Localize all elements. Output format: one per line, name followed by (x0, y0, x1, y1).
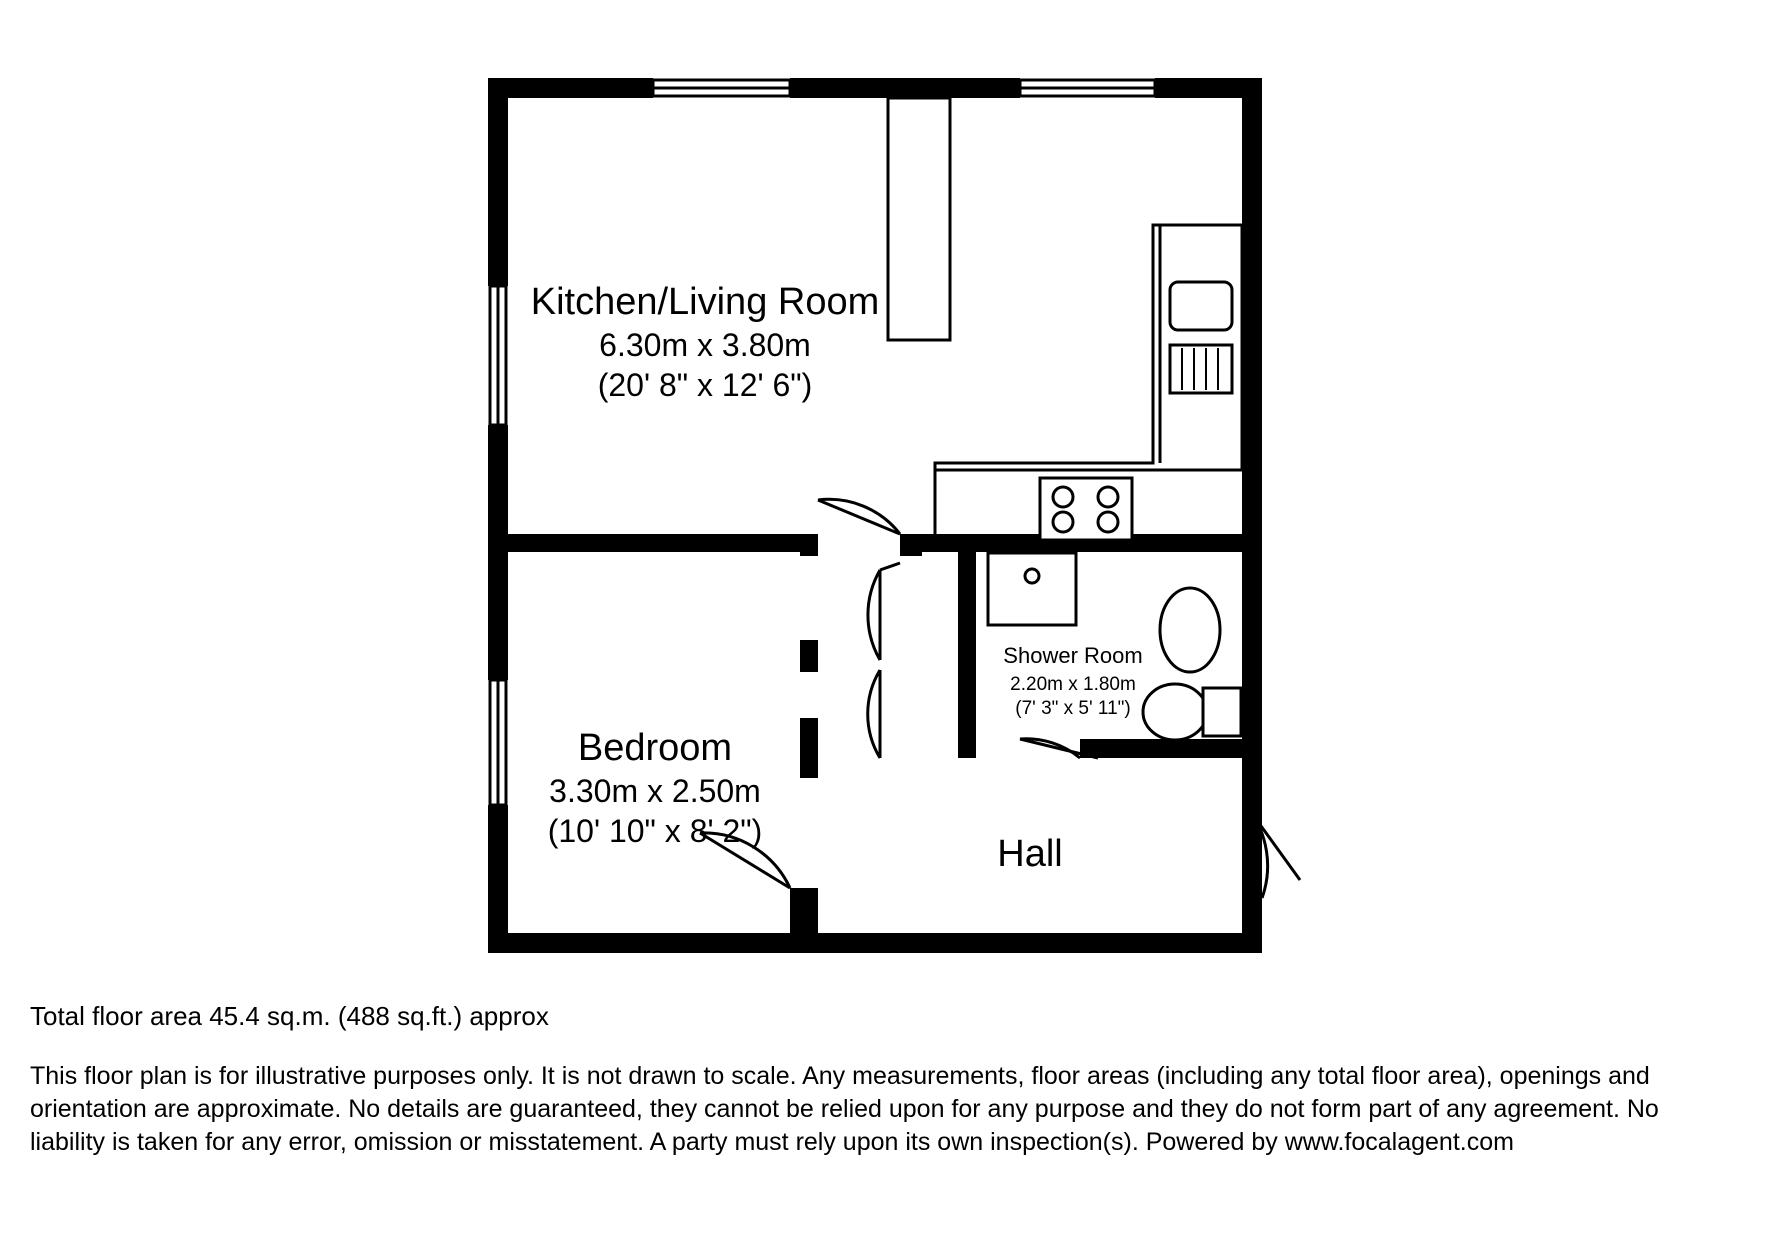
window-left-upper (490, 286, 506, 425)
kitchen-living-room-name: Kitchen/Living Room (530, 281, 880, 323)
kitchen-living-room-metric: 6.30m x 3.80m (599, 327, 811, 363)
door-hall-upper (868, 563, 900, 660)
room-label-hall (997, 833, 1062, 875)
room-label-bedroom (548, 727, 763, 849)
window-top-right (1020, 80, 1155, 96)
shower-room-name: Shower Room (1003, 643, 1143, 668)
room-label-shower-room (1003, 643, 1142, 719)
room-label-kitchen-living-room (531, 281, 880, 403)
window-top-left (653, 80, 790, 96)
toilet (1143, 684, 1241, 740)
hall-name: Hall (997, 833, 1063, 875)
bedroom-imperial: (10' 10" x 8' 2") (547, 813, 763, 849)
door-kitchen-to-hall (818, 499, 900, 534)
kitchen-hob (1040, 478, 1132, 540)
footer (30, 1000, 1730, 1159)
shower-room-imperial: (7' 3" x 5' 11") (1015, 698, 1131, 719)
window-left-lower (490, 680, 506, 805)
kitchen-tall-unit (888, 98, 950, 340)
door-bedroom-upper (868, 670, 880, 758)
total-floor-area-text: Total floor area 45.4 sq.m. (488 sq.ft.) approx (30, 1001, 549, 1031)
wash-basin (1160, 588, 1220, 672)
shower-room-metric: 2.20m x 1.80m (1010, 674, 1136, 695)
bedroom-name: Bedroom (577, 727, 733, 769)
shower-tray (988, 553, 1076, 625)
kitchen-living-room-imperial: (20' 8" x 12' 6") (597, 367, 813, 403)
bedroom-metric: 3.30m x 2.50m (549, 773, 761, 809)
kitchen-sink (1170, 282, 1232, 393)
disclaimer-text: This floor plan is for illustrative purposes only. It is not drawn to scale. Any measurements, floor areas (including any total floor area), openings and orientation are approximate. No details are guaranteed, they cannot be relied upon for any purpose and they do not form part of any agreement. No liability is taken for any error, omission or misstatement. A party must rely upon its own inspection(s). Powered by www.focalagent.com (30, 1062, 1659, 1156)
